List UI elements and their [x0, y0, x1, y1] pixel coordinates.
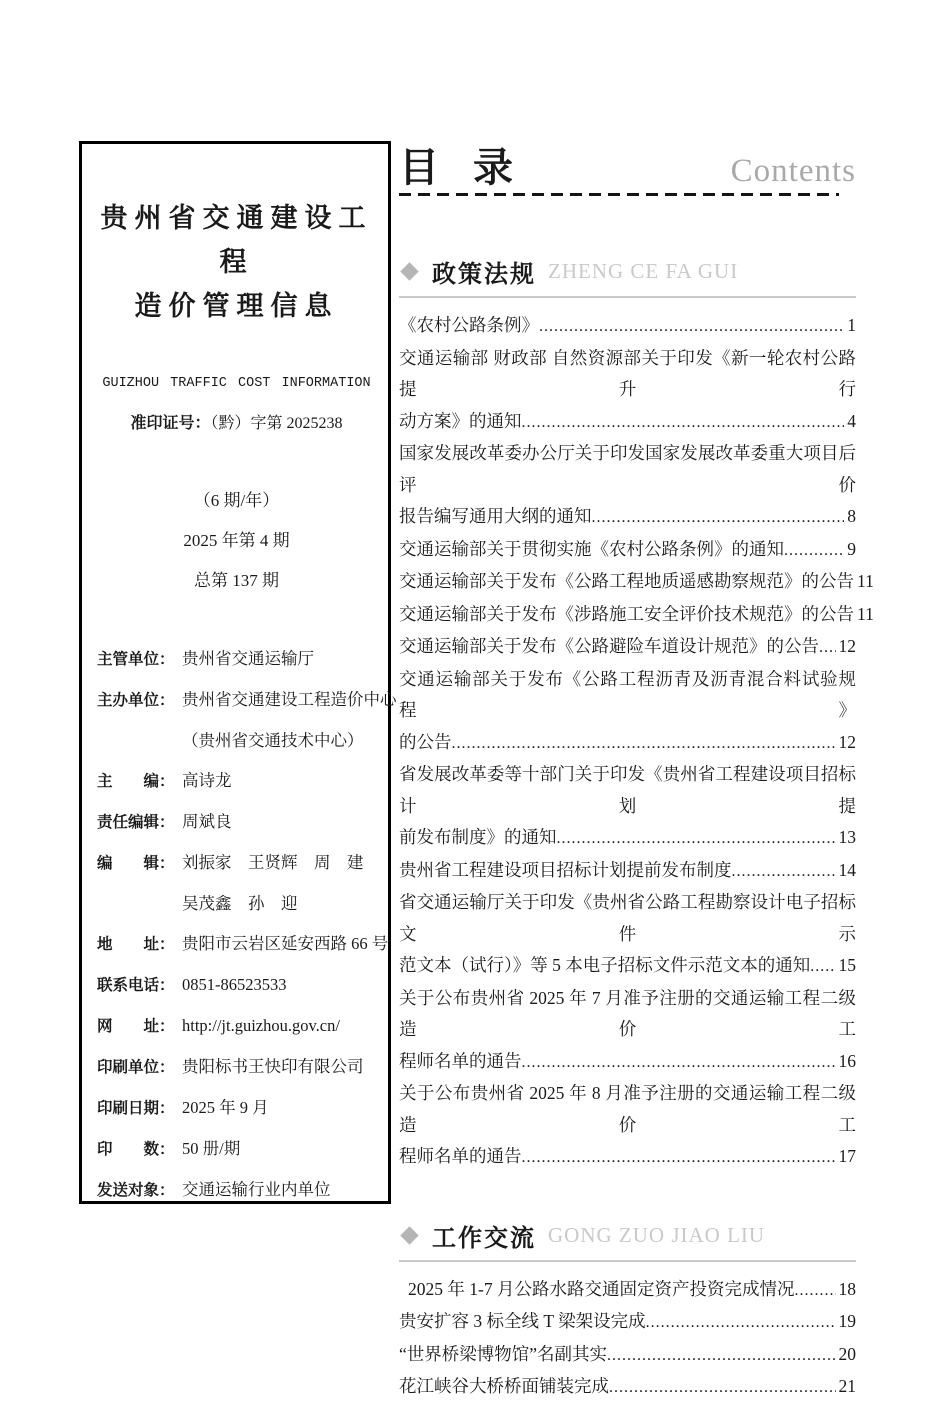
- toc: [399, 145, 874, 1404]
- info-label: 地 址：: [97, 936, 175, 953]
- dot-leader: [522, 406, 845, 439]
- diamond-icon: [400, 262, 418, 280]
- dashed-rule: [399, 193, 839, 196]
- section-rule: [399, 1260, 856, 1262]
- info-row: [97, 1088, 376, 1129]
- page-number: 9: [847, 538, 856, 559]
- info-row: [97, 802, 376, 843]
- toc-entry-text: 交通运输部关于发布《公路工程地质遥感勘察规范》的公告: [399, 571, 854, 591]
- toc-entry-line: [399, 1306, 856, 1339]
- toc-entry: [399, 566, 874, 599]
- toc-entry-line: [399, 1339, 856, 1372]
- info-value: 高诗龙: [182, 771, 232, 790]
- toc-entry-text: 2025 年 1-7 月公路水路交通固定资产投资完成情况: [408, 1278, 795, 1299]
- info-row: [97, 1170, 376, 1211]
- section-entries-work: [399, 1274, 856, 1404]
- page-number: 18: [838, 1278, 856, 1299]
- toc-entry: [399, 631, 856, 664]
- publication-title-line2: 造价管理信息: [134, 291, 339, 321]
- info-label: 责任编辑：: [97, 814, 175, 831]
- toc-entry: [399, 664, 856, 760]
- dot-leader: [452, 727, 836, 760]
- section-title: 工作交流: [432, 1224, 536, 1252]
- toc-entry-text: “世界桥梁博物馆”名副其实: [399, 1343, 608, 1364]
- section-pinyin: GONG ZUO JIAO LIU: [548, 1222, 766, 1247]
- toc-section-policy: [399, 254, 874, 1174]
- toc-entry-line: [399, 631, 856, 664]
- toc-entry-text: 范文本（试行）》等 5 本电子招标文件示范文本的通知: [399, 955, 811, 975]
- toc-entry-line: 省发展改革委等十部门关于印发《贵州省工程建设项目招标计划提: [399, 764, 856, 816]
- dot-leader: [607, 1339, 835, 1372]
- toc-entry: [399, 534, 856, 567]
- page-number: 16: [838, 1050, 856, 1071]
- toc-entry-line: 国家发展改革委办公厅关于印发国家发展改革委重大项目后评价: [399, 443, 856, 495]
- info-row: [97, 965, 376, 1006]
- toc-entry: [399, 310, 856, 343]
- toc-entry-line: [399, 566, 874, 599]
- issue-frequency: （6 期/年）: [193, 491, 280, 510]
- toc-entry-line: [399, 406, 856, 439]
- info-value: 刘振家 王贤辉 周 建: [182, 853, 364, 872]
- info-row: [97, 1006, 376, 1047]
- toc-entry-text: 程师名单的通告: [399, 1050, 522, 1071]
- info-value: 贵阳标书王快印有限公司: [182, 1057, 364, 1076]
- publication-title-en: GUIZHOU TRAFFIC COST INFORMATION: [102, 376, 371, 391]
- page-number: 17: [838, 1146, 856, 1166]
- dot-leader: [810, 950, 835, 983]
- info-label: 主 编：: [97, 773, 175, 790]
- toc-section-work: [399, 1218, 856, 1404]
- license-label: 准印证号：: [130, 415, 211, 432]
- info-value: 贵州省交通建设工程造价中心: [182, 690, 397, 709]
- page-number: 15: [838, 955, 856, 975]
- toc-entry: [399, 1371, 856, 1404]
- toc-entry-text: 交通运输部关于发布《涉路施工安全评价技术规范》的公告: [399, 603, 854, 624]
- info-row: [97, 884, 376, 924]
- toc-header: [399, 146, 856, 190]
- info-label: 主管单位：: [97, 651, 175, 668]
- page-number: 11: [857, 603, 874, 624]
- dot-leader: [592, 501, 845, 534]
- toc-entry-line: [399, 950, 856, 983]
- issue-info: [97, 481, 376, 601]
- info-label: 联系电话：: [97, 977, 175, 994]
- toc-entry-text: 贵安扩容 3 标全线 T 梁架设完成: [399, 1311, 646, 1331]
- toc-entry-line: [399, 534, 856, 567]
- toc-entry: [399, 983, 856, 1079]
- toc-entry: [399, 1339, 856, 1372]
- toc-entry-line: 关于公布贵州省 2025 年 7 月准予注册的交通运输工程二级造价工: [399, 987, 856, 1039]
- page-number: 20: [838, 1343, 856, 1364]
- info-value: （贵州省交通技术中心）: [182, 731, 364, 750]
- cover-info-panel: [79, 141, 397, 1204]
- info-row: [97, 1129, 376, 1170]
- info-value: 50 册/期: [182, 1139, 241, 1158]
- section-rule: [399, 296, 856, 298]
- dot-leader: [794, 1274, 835, 1307]
- publication-info-list: [97, 639, 397, 1211]
- toc-entry-text: 前发布制度》的通知: [399, 827, 557, 847]
- toc-entry-text: 报告编写通用大纲的通知: [399, 506, 592, 526]
- toc-entry-text: 动方案》的通知: [399, 410, 522, 431]
- toc-entry-line: 交通运输部 财政部 自然资源部关于印发《新一轮农村公路提升行: [399, 347, 856, 399]
- section-title: 政策法规: [432, 261, 536, 288]
- license-line: [97, 410, 376, 433]
- dot-leader: [646, 1306, 836, 1339]
- toc-entry-line: [399, 599, 874, 632]
- info-label: 印刷单位：: [97, 1059, 175, 1076]
- section-heading-policy: [399, 254, 856, 289]
- toc-entry-line: [399, 1141, 856, 1174]
- dot-leader: [522, 1046, 836, 1079]
- toc-entry-text: 贵州省工程建设项目招标计划提前发布制度: [399, 859, 732, 880]
- info-label: 印 数：: [97, 1141, 175, 1158]
- dot-leader: [539, 310, 844, 343]
- toc-entry: [399, 438, 856, 534]
- page-number: 12: [838, 731, 856, 752]
- toc-entry-line: 省交通运输厅关于印发《贵州省公路工程勘察设计电子招标文件示: [399, 892, 856, 944]
- toc-entry-text: 《农村公路条例》: [399, 315, 539, 335]
- toc-title: 目 录: [399, 145, 525, 190]
- page-number: 13: [838, 827, 856, 847]
- dot-leader: [557, 822, 836, 855]
- info-label: 印刷日期：: [97, 1100, 175, 1117]
- toc-entry-line: 交通运输部关于发布《公路工程沥青及沥青混合料试验规程》: [399, 668, 856, 720]
- license-value: （黔）字第 2025238: [210, 415, 343, 432]
- toc-entry: [399, 1078, 856, 1174]
- section-entries-policy: [399, 310, 874, 1174]
- toc-entry-line: [399, 1046, 856, 1079]
- page-number: 8: [847, 506, 856, 526]
- info-value: 2025 年 9 月: [182, 1098, 269, 1117]
- info-row: [97, 924, 389, 965]
- info-row: [97, 721, 376, 761]
- info-row: [97, 639, 376, 680]
- page-number: 1: [847, 315, 856, 335]
- dot-leader: [609, 1371, 836, 1404]
- info-row: [97, 680, 397, 721]
- section-heading-work: [399, 1218, 856, 1253]
- toc-entry-line: [399, 727, 856, 760]
- dot-leader: [522, 1141, 836, 1174]
- toc-entry: [399, 759, 856, 855]
- diamond-icon: [400, 1226, 418, 1244]
- toc-entry-text: 程师名单的通告: [399, 1146, 522, 1166]
- page-number: 12: [838, 636, 856, 656]
- dot-leader: [784, 534, 844, 567]
- page-number: 14: [838, 859, 856, 880]
- info-row: [97, 843, 376, 884]
- dot-leader: [732, 855, 836, 888]
- info-row: [97, 761, 376, 802]
- publication-title-line1: 贵州省交通建设工程: [100, 203, 373, 277]
- page-number: 4: [847, 410, 856, 431]
- info-value: 周斌良: [182, 812, 232, 831]
- toc-entry: [399, 887, 856, 983]
- toc-entry-text: 的公告: [399, 731, 452, 752]
- toc-entry: [399, 855, 856, 888]
- publication-title: [97, 196, 376, 328]
- info-value: 贵州省交通运输厅: [182, 649, 314, 668]
- toc-entry: [399, 599, 874, 632]
- toc-entry-line: [399, 501, 856, 534]
- dot-leader: [819, 631, 836, 664]
- toc-entry-text: 花江峡谷大桥桥面铺装完成: [399, 1376, 609, 1396]
- issue-number: 2025 年第 4 期: [183, 531, 290, 550]
- toc-entry-line: 关于公布贵州省 2025 年 8 月准予注册的交通运输工程二级造价工: [399, 1083, 856, 1135]
- toc-entry: [399, 1306, 856, 1339]
- toc-entry-line: [408, 1274, 856, 1307]
- section-pinyin: ZHENG CE FA GUI: [548, 259, 739, 283]
- toc-entry-text: 交通运输部关于贯彻实施《农村公路条例》的通知: [399, 538, 784, 559]
- info-row: [97, 1047, 376, 1088]
- info-label: 发送对象：: [97, 1182, 175, 1199]
- toc-entry-line: [399, 310, 856, 343]
- info-label: 主办单位：: [97, 692, 175, 709]
- toc-title-en: Contents: [730, 153, 856, 190]
- page-number: 11: [857, 571, 874, 591]
- toc-entry: [399, 343, 856, 439]
- info-label: 编 辑：: [97, 855, 175, 872]
- info-value: http://jt.guizhou.gov.cn/: [182, 1016, 340, 1035]
- toc-entry: [399, 1274, 856, 1307]
- info-value: 贵阳市云岩区延安西路 66 号: [182, 934, 389, 953]
- info-value: 吴茂鑫 孙 迎: [182, 894, 298, 913]
- issue-total: 总第 137 期: [194, 571, 279, 590]
- toc-entry-line: [399, 855, 856, 888]
- info-value: 交通运输行业内单位: [182, 1180, 331, 1199]
- toc-entry-line: [399, 1371, 856, 1404]
- info-label: 网 址：: [97, 1018, 175, 1035]
- page-number: 21: [838, 1376, 856, 1396]
- info-value: 0851-86523533: [182, 975, 287, 994]
- toc-entry-line: [399, 822, 856, 855]
- page-number: 19: [838, 1311, 856, 1331]
- toc-entry-text: 交通运输部关于发布《公路避险车道设计规范》的公告: [399, 636, 819, 656]
